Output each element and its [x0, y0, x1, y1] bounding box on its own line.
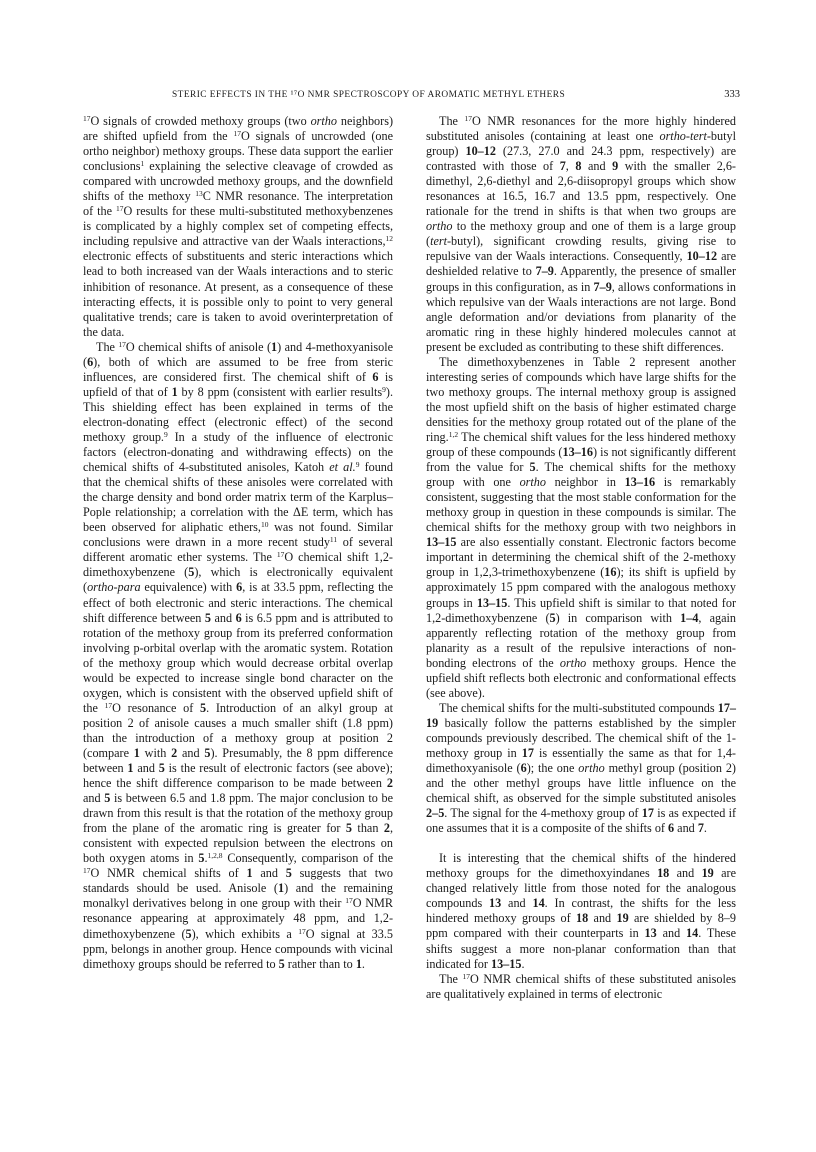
- compound-number: 1: [133, 745, 140, 760]
- page-header: [0, 87, 816, 103]
- text-run: is as expected if one assumes that it is a composite of the shifts of: [426, 806, 737, 836]
- superscript: 1,2,8: [207, 851, 223, 861]
- italic-term: ortho: [426, 219, 453, 234]
- text-run: was not found. Similar conclusions were drawn in a more recent study: [83, 520, 393, 550]
- paragraph: [83, 340, 393, 972]
- text-run: .: [361, 956, 365, 971]
- text-run: O chemical shift 1,2-dimethoxybenzene (: [83, 550, 393, 580]
- text-run: . In contrast, the shifts for the less hindered methoxy groups of: [426, 896, 736, 926]
- compound-number: 10–12: [465, 144, 496, 159]
- superscript: 17: [462, 971, 470, 981]
- paragraph: [426, 972, 736, 1002]
- text-run: are changed relatively little from those noted for the analogous compounds: [426, 866, 736, 911]
- text-run: and: [210, 610, 236, 625]
- compound-number: 5: [204, 610, 211, 625]
- text-run: , allows conformations in which repulsive van der Waals interactions are not large. Bond angle deformation and/or deviations from planarity of the aromatic ring in these highly hindered molecules cannot at present be excluded as contributing to these shift differences.: [426, 279, 736, 354]
- compound-number: 7–9: [593, 279, 612, 294]
- text-run: with: [139, 745, 172, 760]
- compound-number: 1: [355, 956, 362, 971]
- compound-number: 13–15: [426, 535, 457, 550]
- text-run: The chemical shifts for the multi-substituted compounds: [439, 700, 718, 715]
- page-number: 333: [724, 89, 740, 100]
- text-run: to the methoxy group and one of them is a large group (: [426, 219, 736, 249]
- compound-number: 16: [604, 565, 617, 580]
- superscript: 12: [385, 234, 393, 244]
- text-run: In a study of the influence of electronic factors (electron-donating and withdrawing effects) on the chemical shifts of 4-substituted anisoles, Katoh: [83, 429, 393, 475]
- italic-term: tert: [430, 234, 447, 249]
- text-run: . Introduction of an alkyl group at position 2 of anisole causes a much smaller shift (1.8 ppm) than the introduction of a methoxy group at position 2 (compare: [83, 700, 393, 760]
- compound-number: 17: [641, 806, 654, 821]
- compound-number: 13–15: [490, 956, 522, 971]
- italic-term: et al.: [329, 460, 356, 475]
- text-run: (27.3, 27.0 and 24.3 ppm, respectively) are contrasted with those of: [426, 144, 736, 174]
- compound-number: 6: [87, 354, 94, 369]
- text-run: . The chemical shifts for the methoxy group with one: [426, 460, 737, 490]
- text-run: suggests that two standards should be used. Anisole (: [83, 866, 393, 896]
- text-run: with the smaller 2,6-dimethyl, 2,6-diethyl and 2,6-diisopropyl groups which show resonances at 16.5, 16.7 and 13.5 ppm, respectively. One rationale for the trend in shifts is that when two groups are: [426, 159, 736, 219]
- text-run: ). This shielding effect has been explained in terms of the electron-donating effect (electronic effect) of the second methoxy group.: [83, 384, 393, 444]
- compound-number: 18: [657, 866, 670, 881]
- italic-term: ortho-para: [87, 580, 141, 595]
- compound-number: 1: [246, 866, 253, 881]
- compound-number: 6: [520, 761, 527, 776]
- superscript: 17: [464, 114, 473, 123]
- compound-number: 19: [701, 866, 714, 881]
- text-run: .: [521, 956, 525, 971]
- compound-number: 5: [549, 610, 556, 625]
- text-run: is the result of electronic factors (see above); hence the shift difference comparison to be made between: [83, 761, 393, 791]
- text-run: neighbor in: [545, 475, 625, 490]
- text-run: The: [439, 971, 463, 986]
- compound-number: 5: [158, 761, 165, 776]
- compound-number: 1: [127, 761, 134, 776]
- superscript: 9: [355, 460, 360, 470]
- text-run: basically follow the patterns established by the simpler compounds previously described. The chemical shift of the 1-methoxy group in: [426, 715, 736, 760]
- superscript: 17: [118, 339, 126, 349]
- superscript: 17: [298, 926, 306, 936]
- text-run: equivalence) with: [140, 580, 237, 595]
- compound-number: 6: [235, 610, 242, 625]
- text-run: ); the one: [526, 761, 579, 776]
- text-run: and: [674, 821, 698, 836]
- text-run: are deshielded relative to: [426, 249, 736, 279]
- text-run: O NMR resonance appearing at approximately 48 ppm, and 1,2-dimethoxybenzene (: [83, 896, 394, 941]
- text-run: .: [703, 821, 707, 836]
- compound-number: 2–5: [426, 806, 445, 821]
- superscript: 17: [115, 204, 124, 214]
- italic-term: ortho: [578, 761, 605, 776]
- compound-number: 2: [386, 776, 393, 791]
- italic-term: ortho: [559, 655, 587, 670]
- compound-number: 13–16: [624, 475, 656, 490]
- compound-number: 1–4: [680, 610, 699, 625]
- compound-number: 5: [104, 791, 111, 806]
- text-run: ), which is electronically equivalent (: [83, 565, 393, 595]
- compound-number: 7: [697, 821, 704, 836]
- superscript: 17: [83, 866, 91, 876]
- text-run: is upfield of that of: [83, 369, 393, 399]
- text-run: and: [656, 926, 687, 941]
- superscript: 9: [163, 429, 168, 439]
- text-run: O signal at 33.5 ppm, belongs in another group. Hence compounds with vicinal dimethoxy groups should be referred to: [83, 926, 393, 971]
- superscript: 11: [329, 535, 338, 545]
- text-run: The dimethoxybenzenes in Table 2 represent another interesting series of compounds which have large shifts for the two methoxy groups. The internal methoxy group is assigned the most upfield shift on the basis of higher estimated charge densities for the methoxy group rotated out of the plane of the ring.: [426, 354, 736, 444]
- text-run: O NMR chemical shifts of these substituted anisoles are qualitatively explained in terms of electronic: [426, 971, 736, 1001]
- compound-number: 6: [372, 369, 379, 384]
- text-run: . The signal for the 4-methoxy group of: [444, 806, 642, 821]
- text-run: ) is not significantly different from the value for: [426, 445, 736, 475]
- superscript: 9: [382, 384, 386, 394]
- text-run: and: [177, 745, 205, 760]
- text-run: found that the chemical shifts of these anisoles were correlated with the charge density and bond order matrix term of the Karplus–Pople relationship; a correlation with the ΔE term, which has been observed for aliphatic ethers,: [83, 460, 393, 535]
- text-run: ) and the remaining monalkyl derivatives belong in one group with their: [83, 881, 393, 911]
- text-run: . Apparently, the presence of smaller groups in this configuration, as in: [426, 264, 736, 294]
- compound-number: 13–16: [562, 445, 593, 460]
- superscript: 17: [104, 700, 113, 710]
- text-run: than: [351, 821, 384, 836]
- paragraph: [83, 114, 393, 340]
- compound-number: 17–19: [426, 700, 736, 730]
- text-run: methyl group (position 2) and the other methyl groups have little influence on the chemical shift, as observed for the simple substituted anisoles: [426, 761, 736, 806]
- compound-number: 13: [489, 896, 502, 911]
- compound-number: 2: [383, 821, 390, 836]
- text-run: neighbors) are shifted upfield from the: [83, 114, 394, 144]
- text-run: are also essentially constant. Electronic factors become important in determining the chemical shift of the 2-methoxy group in 1,2,3-trimethoxybenzene (: [426, 535, 736, 580]
- superscript: 17: [345, 896, 353, 906]
- superscript: 17: [233, 129, 241, 139]
- text-run: and: [501, 896, 533, 911]
- text-run: O signals of crowded methoxy groups (two: [90, 114, 311, 128]
- compound-number: 1: [171, 384, 178, 399]
- text-run: and: [581, 159, 613, 174]
- text-run: electronic effects of substituents and steric interactions which lead to both increased van der Waals interactions and to steric inhibition of resonance. At present, as a consequence of these interacting effects, it is possible only to point to very general qualitative trends; care is taken to avoid overinterpretation of the data.: [83, 249, 393, 339]
- text-run: The: [96, 339, 119, 354]
- compound-number: 5: [529, 460, 536, 475]
- text-run: ) in comparison with: [555, 610, 681, 625]
- text-run: , again apparently reflecting rotation of the methoxy group from planarity as a result of the repulsive interactions of non-bonding electrons of the: [426, 610, 736, 670]
- compound-number: 5: [198, 851, 205, 866]
- right-column: [426, 114, 736, 1002]
- left-column: [83, 114, 393, 972]
- text-run: ,: [565, 159, 576, 174]
- compound-number: 13: [644, 926, 657, 941]
- text-run: ); its shift is upfield by approximately 15 ppm compared with the analogous methoxy groups in: [426, 565, 736, 610]
- text-run: is between 6.5 and 1.8 ppm. The major conclusion to be drawn from this result is that the rotation of the methoxy group from the plane of the aromatic ring is greater for: [83, 791, 394, 836]
- compound-number: 5: [188, 565, 195, 580]
- compound-number: 7: [559, 159, 566, 174]
- superscript: 1,2: [448, 429, 459, 439]
- text-run: are shielded by 8–9 ppm compared with their counterparts in: [426, 911, 736, 941]
- compound-number: 5: [285, 866, 292, 881]
- paragraph: [426, 701, 736, 836]
- compound-number: 9: [612, 159, 619, 174]
- compound-number: 6: [236, 580, 243, 595]
- text-run: , consistent with expected repulsion between the electrons on both oxygen atoms in: [83, 821, 393, 866]
- text-run: by 8 ppm (consistent with earlier results: [177, 384, 383, 399]
- superscript: 13: [195, 189, 203, 199]
- text-run: It is interesting that the chemical shifts of the hindered methoxy groups for the dimethoxyindanes: [426, 851, 736, 881]
- text-run: and: [669, 866, 702, 881]
- text-run: O results for these multi-substituted methoxybenzenes is complicated by a highly complex set of competing effects, including repulsive and attractive van der Waals interactions,: [83, 204, 393, 249]
- superscript: 10: [260, 520, 269, 530]
- text-run: -butyl group): [426, 129, 736, 159]
- text-run: methoxy groups. Hence the upfield shift reflects both electronic and conformational effects (see above).: [426, 655, 737, 700]
- running-head: STERIC EFFECTS IN THE ¹⁷O NMR SPECTROSCOPY OF AROMATIC METHYL ETHERS: [172, 90, 566, 100]
- compound-number: 5: [204, 745, 211, 760]
- text-run: is 6.5 ppm and is attributed to rotation of the methoxy group from its preferred conformation involving p-orbital overlap with the aromatic system. Rotation of the methoxy group which would decrease orbital overlap would be expected to increase single bond character on the oxygen, which is consistent with the observed upfield shift of the: [83, 610, 393, 715]
- compound-number: 19: [616, 911, 629, 926]
- text-run: is remarkably consistent, suggesting that the most stable conformation for the methoxy group in question in these compounds is similar. The chemical shifts for the methoxy group with two neighbors in: [426, 475, 736, 535]
- paragraph: [426, 851, 736, 971]
- compound-number: 5: [199, 700, 207, 715]
- italic-term: ortho: [310, 114, 337, 128]
- compound-number: 8: [575, 159, 582, 174]
- text-run: and: [133, 761, 159, 776]
- text-run: . These shifts suggest a more non-planar conformation than that indicated for: [426, 926, 736, 971]
- text-run: .: [204, 851, 208, 866]
- paragraph: [426, 114, 736, 355]
- text-run: O chemical shifts of anisole (: [125, 339, 272, 354]
- text-run: and: [252, 866, 286, 881]
- compound-number: 18: [576, 911, 589, 926]
- compound-number: 17: [521, 745, 534, 760]
- compound-number: 5: [278, 956, 285, 971]
- superscript: 17: [276, 550, 285, 560]
- compound-number: 14: [686, 926, 699, 941]
- text-run: ), both of which are assumed to be free from steric influences, are considered first. The chemical shift of: [83, 354, 393, 384]
- compound-number: 1: [277, 881, 285, 896]
- compound-number: 7–9: [535, 264, 554, 279]
- text-run: O signals of uncrowded (one ortho neighbor) methoxy groups. These data support the earlier conclusions: [83, 129, 393, 174]
- text-run: -butyl), significant crowding results, giving rise to repulsive van der Waals interactions. Consequently,: [426, 234, 736, 264]
- compound-number: 6: [668, 821, 675, 836]
- compound-number: 13–15: [476, 595, 508, 610]
- text-run: The: [439, 114, 465, 128]
- italic-term: ortho: [519, 475, 546, 490]
- text-run: of several different aromatic ether systems. The: [83, 535, 393, 565]
- paragraph: [426, 355, 736, 701]
- compound-number: 14: [532, 896, 545, 911]
- compound-number: 10–12: [686, 249, 718, 264]
- compound-number: 2: [171, 745, 178, 760]
- text-run: O NMR chemical shifts of: [90, 866, 247, 881]
- superscript: 1: [140, 159, 145, 169]
- italic-term: ortho-tert: [659, 129, 707, 144]
- text-run: is essentially the same as that for 1,4-dimethoxyanisole (: [426, 745, 736, 776]
- text-run: The chemical shift values for the less hindered methoxy group of these compounds (: [426, 429, 736, 460]
- text-run: , is at 33.5 ppm, reflecting the effect of both electronic and steric interactions. The chemical shift difference between: [83, 580, 393, 625]
- text-run: ). Presumably, the 8 ppm difference between: [83, 745, 394, 776]
- superscript: 17: [83, 114, 91, 123]
- text-run: ) and 4-methoxyanisole (: [83, 339, 393, 369]
- text-run: ), which exhibits a: [191, 926, 299, 941]
- text-run: and: [588, 911, 617, 926]
- text-run: . This upfield shift is similar to that noted for 1,2-dimethoxybenzene (: [426, 595, 737, 625]
- compound-number: 1: [271, 339, 278, 354]
- compound-number: 5: [345, 821, 352, 836]
- text-run: explaining the selective cleavage of crowded as compared with uncrowded methoxy groups, and the downfield shifts of the methoxy: [83, 159, 393, 204]
- text-run: O resonance of: [112, 700, 200, 715]
- text-run: C NMR resonance. The interpretation of the: [83, 189, 393, 219]
- compound-number: 5: [185, 926, 192, 941]
- text-run: Consequently, comparison of the: [222, 851, 393, 866]
- text-run: and: [83, 791, 105, 806]
- text-run: rather than to: [284, 956, 356, 971]
- text-run: O NMR resonances for the more highly hindered substituted anisoles (containing at least one: [426, 114, 736, 144]
